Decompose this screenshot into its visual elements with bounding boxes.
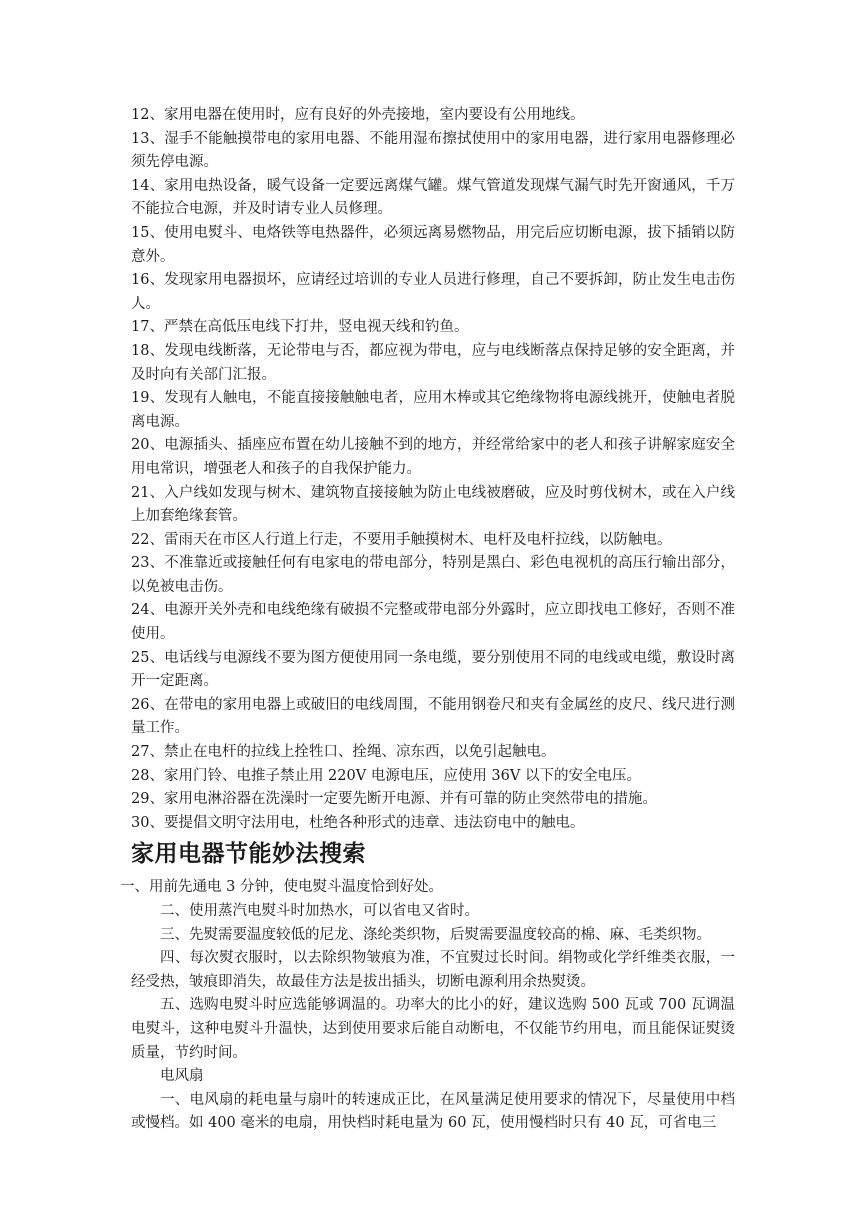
rule-item: 13、湿手不能触摸带电的家用电器、不能用湿布擦拭使用中的家用电器，进行家用电器修理必须先停电源。	[131, 130, 735, 171]
tip-paragraph: 四、每次熨衣服时，以去除织物皱痕为准，不宜熨过长时间。绢物或化学纤维类衣服，一经受热，皱痕即消失，故最佳方法是拔出插头，切断电源利用余热熨烫。	[131, 950, 735, 990]
rule-item: 14、家用电热设备，暖气设备一定要远离煤气罐。煤气管道发现煤气漏气时先开窗通风，千万不能拉合电源，并及时请专业人员修理。	[131, 177, 735, 218]
rule-item: 29、家用电淋浴器在洗澡时一定要先断开电源、并有可靠的防止突然带电的措施。	[131, 791, 657, 808]
rule-item: 24、电源开关外壳和电线绝缘有破损不完整或带电部分外露时，应立即找电工修好，否则不准使用。	[131, 602, 735, 643]
rule-item: 21、入户线如发现与树木、建筑物直接接触为防止电线被磨破，应及时剪伐树木，或在入户线上加套绝缘套管。	[131, 484, 735, 525]
rule-item: 26、在带电的家用电器上或破旧的电线周围，不能用钢卷尺和夹有金属丝的皮尺、线尺进行测量工作。	[131, 696, 735, 737]
rule-item: 12、家用电器在使用时，应有良好的外壳接地，室内要设有公用地线。	[131, 107, 585, 123]
rule-item: 20、电源插头、插座应布置在幼儿接触不到的地方，并经常给家中的老人和孩子讲解家庭安全用电常识，增强老人和孩子的自我保护能力。	[131, 437, 735, 477]
tip-paragraph: 一、电风扇的耗电量与扇叶的转速成正比，在风量满足使用要求的情况下，尽量使用中档或慢档。如 400 毫米的电扇，用快档时耗电量为 60 瓦，使用慢档时只有 40 瓦，可省电三	[131, 1091, 735, 1132]
rule-item: 16、发现家用电器损坏，应请经过培训的专业人员进行修理，自己不要拆卸，防止发生电击伤人。	[131, 272, 735, 312]
rule-item: 19、发现有人触电，不能直接接触触电者，应用木棒或其它绝缘物将电源线挑开，使触电者脱离电源。	[131, 390, 735, 430]
rule-item: 27、禁止在电杆的拉线上拴牲口、拴绳、凉东西，以免引起触电。	[131, 744, 556, 761]
rule-item: 25、电话线与电源线不要为图方便使用同一条电缆，要分别使用不同的电线或电缆，敷设时离开一定距离。	[131, 649, 735, 690]
rule-item: 23、不准靠近或接触任何有电家电的带电部分，特别是黑白、彩色电视机的高压行输出部分，以免被电击伤。	[131, 555, 735, 595]
tip-paragraph: 三、先熨需要温度较低的尼龙、涤纶类织物，后熨需要温度较高的棉、麻、毛类织物。	[160, 926, 711, 943]
tip-paragraph: 一、用前先通电 3 分钟，使电熨斗温度恰到好处。	[120, 879, 443, 896]
rule-item: 22、雷雨天在市区人行道上行走，不要用手触摸树木、电杆及电杆拉线，以防触电。	[131, 531, 672, 548]
document-page	[120, 104, 735, 1136]
rule-item: 28、家用门铃、电推子禁止用 220V 电源电压，应使用 36V 以下的安全电压。	[131, 767, 641, 784]
rule-item: 15、使用电熨斗、电烙铁等电热器件，必须远离易燃物品，用完后应切断电源，拔下插销以防意外。	[131, 224, 735, 265]
section-title: 家用电器节能妙法搜索	[131, 841, 366, 868]
tip-paragraph: 五、选购电熨斗时应选能够调温的。功率大的比小的好，建议选购 500 瓦或 700 瓦调温电熨斗，这种电熨斗升温快，达到使用要求后能自动断电，不仅能节约用电，而且能保证熨烫质量，节约时间。	[131, 997, 735, 1061]
tip-paragraph: 二、使用蒸汽电熨斗时加热水，可以省电又省时。	[160, 903, 479, 919]
subheading-fan: 电风扇	[160, 1068, 204, 1085]
rule-item: 30、要提倡文明守法用电，杜绝各种形式的违章、违法窃电中的触电。	[131, 814, 585, 831]
rule-item: 18、发现电线断落，无论带电与否，都应视为带电，应与电线断落点保持足够的安全距离，并及时向有关部门汇报。	[131, 342, 735, 383]
rule-item: 17、严禁在高低压电线下打井，竖电视天线和钓鱼。	[131, 319, 469, 336]
